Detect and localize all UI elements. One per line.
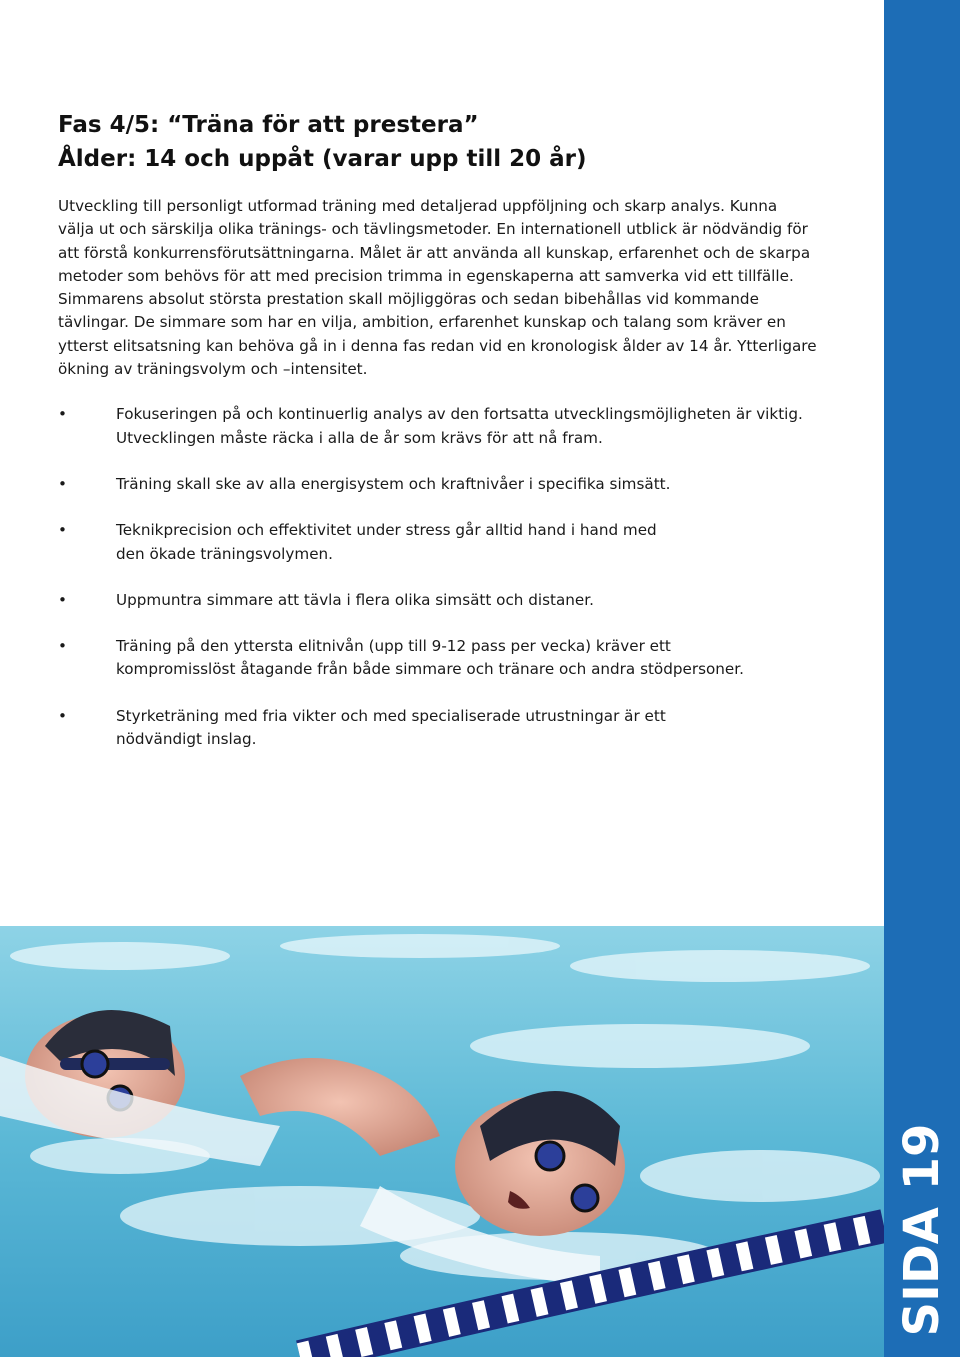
bullet-dot: • <box>58 521 67 540</box>
intro-line: att förstå konkurrensförutsättningarna. Målet är att använda all kunskap, erfarenhet och de skarpa <box>58 243 811 262</box>
bullet-dot: • <box>58 706 67 725</box>
bullet-text: Träning skall ske av alla energisystem och kraftnivåer i specifika simsätt. <box>116 474 671 493</box>
intro-line: Utveckling till personligt utformad träning med detaljerad uppföljning och skarp analys. Kunna <box>58 197 778 215</box>
bullet-item <box>58 403 858 450</box>
bullet-text: Fokuseringen på och kontinuerlig analys av den fortsatta utvecklingsmöjligheten är viktig. <box>116 405 803 424</box>
page-content <box>58 108 858 774</box>
bullet-dot: • <box>58 637 67 656</box>
intro-line: tävlingar. De simmare som har en vilja, ambition, erfarenhet kunskap och talang som kräver en <box>58 313 786 332</box>
bullet-item <box>58 519 858 566</box>
intro-line: ökning av träningsvolym och –intensitet. <box>58 360 368 379</box>
bullet-item <box>58 473 858 496</box>
bullet-text: Träning på den yttersta elitnivån (upp till 9-12 pass per vecka) kräver ett <box>116 637 671 656</box>
intro-line: välja ut och särskilja olika tränings- och tävlingsmetoder. En internationell utblick är nödvändig för <box>58 220 808 239</box>
page-number-text: SIDA 19 <box>894 1123 950 1337</box>
bullet-text: Uppmuntra simmare att tävla i flera olika simsätt och distaner. <box>116 590 594 609</box>
bullet-text: nödvändigt inslag. <box>116 730 257 749</box>
title-line-2: Ålder: 14 och uppåt (varar upp till 20 år) <box>58 146 587 172</box>
bullet-text: Utvecklingen måste räcka i alla de år som krävs för att nå fram. <box>116 428 603 447</box>
intro-paragraph <box>58 195 858 381</box>
intro-line: Simmarens absolut största prestation skall möjliggöras och sedan bibehållas vid kommande <box>58 290 759 309</box>
swimmers-photo <box>0 926 884 1357</box>
bullet-item <box>58 589 858 612</box>
page-number-label <box>884 1120 960 1340</box>
bullet-item <box>58 635 858 682</box>
page-title <box>58 108 858 176</box>
bullet-item <box>58 705 858 752</box>
bullet-text: Styrketräning med fria vikter och med specialiserade utrustningar är ett <box>116 706 666 725</box>
title-line-1: Fas 4/5: “Träna för att prestera” <box>58 112 479 138</box>
bullet-dot: • <box>58 405 67 424</box>
bullet-list <box>58 403 858 751</box>
bullet-text: den ökade träningsvolymen. <box>116 544 333 563</box>
bullet-dot: • <box>58 590 67 609</box>
bullet-text: kompromisslöst åtagande från både simmare och tränare och andra stödpersoner. <box>116 660 744 679</box>
bullet-text: Teknikprecision och effektivitet under stress går alltid hand i hand med <box>116 521 657 540</box>
swimmers-photo-illustration <box>0 926 884 1357</box>
intro-line: ytterst elitsatsning kan behöva gå in i denna fas redan vid en kronologisk ålder av 14 år. Ytterligare <box>58 336 817 355</box>
bullet-dot: • <box>58 474 67 493</box>
intro-line: metoder som behövs för att med precision trimma in egenskaperna att samverka vid ett tillfälle. <box>58 266 794 285</box>
